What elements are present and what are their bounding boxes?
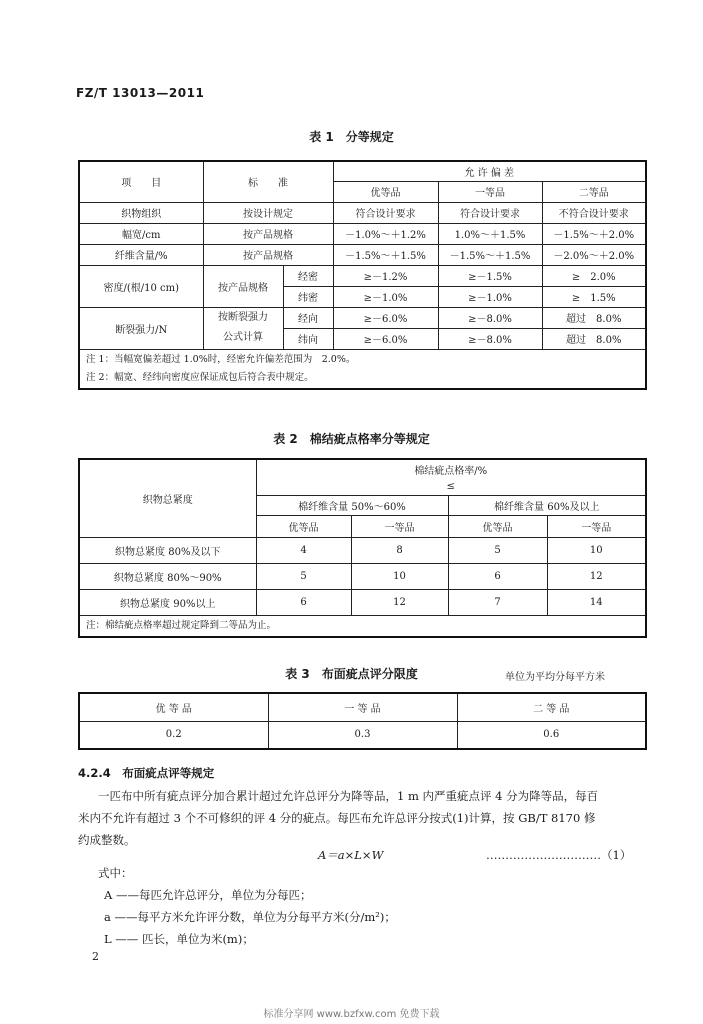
t2-label: 织物总紧度 90%以上: [79, 589, 256, 615]
t2-head-le: ≤: [256, 479, 646, 495]
table-row: [79, 307, 646, 328]
t1-std-line2: 公式计算: [223, 332, 263, 343]
t1-cell: ≥ 1.5%: [542, 286, 646, 307]
t2-cell: 5: [448, 537, 547, 563]
t2-note: 注：棉结疵点格率超过规定降到二等品为止。: [79, 615, 646, 637]
t3-value: 0.2: [79, 721, 268, 749]
table-row: [79, 202, 646, 223]
formula-def: a ——每平方米允许评分数，单位为分每平方米(分/m²)；: [104, 910, 396, 924]
table-row: [79, 244, 646, 265]
t2-cell: 6: [256, 589, 351, 615]
section-para-line2: 米内不允许有超过 3 个不可修织的评 4 分的疵点。每匹布允许总评分按式(1)计算，按 GB/T 8170 修: [78, 811, 596, 825]
t2-cell: 10: [351, 563, 448, 589]
t1-note-1: 注 1：当幅宽偏差超过 1.0%时，经密允许偏差范围为 2.0%。: [86, 353, 356, 365]
t1-grade: 优等品: [333, 181, 438, 202]
t1-item: 织物组织: [79, 202, 203, 223]
section-heading: 4.2.4 布面疵点评等规定: [78, 766, 215, 780]
t2-cell: 6: [448, 563, 547, 589]
t1-cell: ≥－1.5%: [438, 265, 542, 286]
t1-head-item: 项 目: [79, 161, 203, 202]
t1-std-line1: 按断裂强力: [218, 312, 268, 323]
t1-grade: 一等品: [438, 181, 542, 202]
t1-cell: －1.0%～＋1.2%: [333, 223, 438, 244]
t3-grade: 二 等 品: [457, 693, 646, 721]
t1-notes: [79, 349, 646, 389]
page-number: 2: [92, 950, 99, 963]
t1-cell: －1.5%～＋2.0%: [542, 223, 646, 244]
t1-cell: 符合设计要求: [333, 202, 438, 223]
t1-cell: ≥－1.0%: [438, 286, 542, 307]
t1-cell: ≥－6.0%: [333, 328, 438, 349]
t1-std: 按设计规定: [203, 202, 333, 223]
table-row: [79, 537, 646, 563]
t2-cell: 12: [351, 589, 448, 615]
table-row: [79, 589, 646, 615]
t2-label: 织物总紧度 80%～90%: [79, 563, 256, 589]
table-row: [79, 265, 646, 286]
t1-cell: 超过 8.0%: [542, 328, 646, 349]
table1-grading-rules: [78, 160, 647, 390]
t1-sub: 经密: [283, 265, 333, 286]
t1-cell: －1.5%～＋1.5%: [438, 244, 542, 265]
t1-std: 按产品规格: [203, 265, 283, 307]
table3-unit: 单位为平均分每平方米: [505, 672, 605, 683]
t1-cell: －1.5%～＋1.5%: [333, 244, 438, 265]
formula-number: …………………………（1）: [486, 848, 632, 862]
table-row: [79, 721, 646, 749]
t2-cell: 8: [351, 537, 448, 563]
table-row: [79, 563, 646, 589]
section-para-line3: 约成整数。: [78, 833, 136, 847]
footer-watermark: 标准分享网 www.bzfxw.com 免费下载: [263, 1009, 440, 1020]
t1-grade: 二等品: [542, 181, 646, 202]
t1-cell: ≥－8.0%: [438, 307, 542, 328]
t1-cell: ≥－6.0%: [333, 307, 438, 328]
t3-value: 0.6: [457, 721, 646, 749]
t1-sub: 纬向: [283, 328, 333, 349]
t3-grade: 优 等 品: [79, 693, 268, 721]
t1-std: [203, 307, 283, 349]
t2-grade: 一等品: [351, 515, 448, 537]
t2-cell: 14: [547, 589, 646, 615]
table3-caption: 表 3 布面疵点评分限度: [285, 667, 418, 681]
t1-item: 密度/(根/10 cm): [79, 265, 203, 307]
t1-std: 按产品规格: [203, 244, 333, 265]
t3-value: 0.3: [268, 721, 457, 749]
t3-grade: 一 等 品: [268, 693, 457, 721]
t1-cell: 1.0%～＋1.5%: [438, 223, 542, 244]
t2-head-groupA: 棉纤维含量 50%～60%: [256, 495, 448, 515]
t1-cell: 不符合设计要求: [542, 202, 646, 223]
table-row: [79, 223, 646, 244]
t1-head-allow: 允 许 偏 差: [333, 161, 646, 181]
t2-cell: 5: [256, 563, 351, 589]
t1-sub: 纬密: [283, 286, 333, 307]
document-header: FZ/T 13013—2011: [76, 86, 205, 100]
t1-note-2: 注 2：幅宽、经纬向密度应保证成包后符合表中规定。: [86, 371, 314, 383]
table3-surface-defects: [78, 692, 647, 750]
formula-def: L —— 匹长，单位为米(m)；: [104, 932, 254, 946]
t2-grade: 优等品: [256, 515, 351, 537]
t2-head-groupB: 棉纤维含量 60%及以上: [448, 495, 646, 515]
t2-cell: 10: [547, 537, 646, 563]
t2-grade: 一等品: [547, 515, 646, 537]
t1-cell: ≥－1.0%: [333, 286, 438, 307]
t1-cell: 超过 8.0%: [542, 307, 646, 328]
t1-std: 按产品规格: [203, 223, 333, 244]
section-para-line1: 一匹布中所有疵点评分加合累计超过允许总评分为降等品，1 m 内严重疵点评 4 分为降等品，每百: [98, 789, 599, 803]
formula-where: 式中：: [98, 866, 133, 880]
t1-item: 幅宽/cm: [79, 223, 203, 244]
t1-cell: ≥ 2.0%: [542, 265, 646, 286]
table2-neps-rate: [78, 458, 647, 638]
t1-cell: －2.0%～＋2.0%: [542, 244, 646, 265]
formula: A＝a×L×W: [318, 848, 384, 862]
t1-sub: 经向: [283, 307, 333, 328]
t1-item: 纤维含量/%: [79, 244, 203, 265]
t1-item: 断裂强力/N: [79, 307, 203, 349]
table2-caption: 表 2 棉结疵点格率分等规定: [273, 432, 430, 446]
t1-cell: ≥－1.2%: [333, 265, 438, 286]
t2-label: 织物总紧度 80%及以下: [79, 537, 256, 563]
t1-cell: ≥－8.0%: [438, 328, 542, 349]
t2-grade: 优等品: [448, 515, 547, 537]
t2-cell: 7: [448, 589, 547, 615]
t1-head-standard: 标 准: [203, 161, 333, 202]
t2-cell: 12: [547, 563, 646, 589]
t2-head-total: 织物总紧度: [79, 459, 256, 537]
table1-caption: 表 1 分等规定: [309, 130, 394, 144]
t1-cell: 符合设计要求: [438, 202, 542, 223]
formula-def: A ——每匹允许总评分，单位为分每匹；: [104, 888, 312, 902]
t2-cell: 4: [256, 537, 351, 563]
t2-head-rate: 棉结疵点格率/%: [256, 459, 646, 479]
